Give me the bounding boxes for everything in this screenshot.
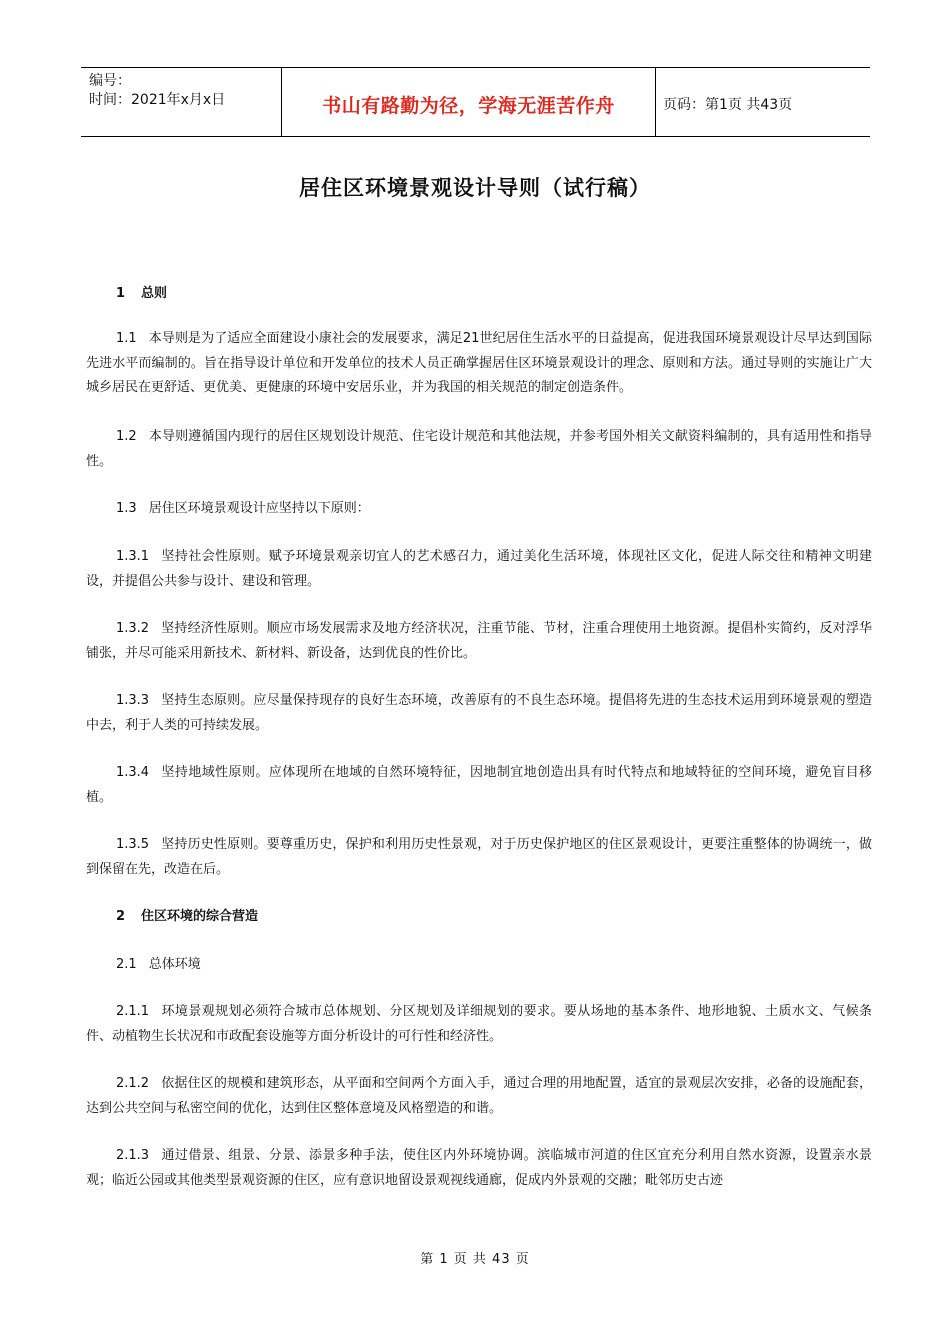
section-paragraph (86, 1072, 872, 1121)
section-number: 1.3.5 (116, 837, 150, 852)
section-paragraph (86, 833, 872, 882)
section-heading (86, 905, 872, 930)
section-number: 2.1 (116, 957, 137, 972)
section-number: 2.1.3 (116, 1148, 150, 1163)
section-number: 1 (116, 286, 126, 301)
section-paragraph (86, 1144, 872, 1193)
section-text: 住区环境的综合营造 (141, 909, 259, 924)
section-paragraph (86, 689, 872, 738)
section-text: 坚持地域性原则。应体现所在地域的自然环境特征，因地制宜地创造出具有时代特点和地域特征的空间环境，避免盲目移植。 (86, 765, 872, 805)
section-text: 本导则遵循国内现行的居住区规划设计规范、住宅设计规范和其他法规，并参考国外相关文献资料编制的，具有适用性和指导性。 (86, 429, 872, 469)
section-text: 通过借景、组景、分景、添景多种手法，使住区内外环境协调。滨临城市河道的住区宜充分利用自然水资源，设置亲水景观；临近公园或其他类型景观资源的住区，应有意识地留设景观视线通廊，促成内外景观的交融；毗邻历史古迹 (86, 1148, 872, 1188)
section-paragraph (86, 1000, 872, 1049)
header-meta-cell (81, 68, 282, 136)
section-number: 2.1.1 (116, 1004, 150, 1019)
section-number: 2 (116, 909, 126, 924)
section-paragraph (86, 425, 872, 474)
section-text: 本导则是为了适应全面建设小康社会的发展要求，满足21世纪居住生活水平的日益提高，促进我国环境景观设计尽早达到国际先进水平而编制的。旨在指导设计单位和开发单位的技术人员正确掌握居住区环境景观设计的理念、原则和方法。通过导则的实施让广大城乡居民在更舒适、更优美、更健康的环境中安居乐业，并为我国的相关规范的制定创造条件。 (86, 331, 872, 395)
header-page-info: 页码：第1页 共43页 (663, 97, 793, 113)
header-motto-cell (282, 68, 656, 136)
section-text: 坚持生态原则。应尽量保持现存的良好生态环境，改善原有的不良生态环境。提倡将先进的生态技术运用到环境景观的塑造中去，利于人类的可持续发展。 (86, 693, 872, 733)
section-number: 1.1 (116, 331, 137, 346)
header-motto: 书山有路勤为径，学海无涯苦作舟 (322, 94, 615, 117)
section-paragraph (86, 545, 872, 594)
section-paragraph (86, 761, 872, 810)
section-paragraph (86, 327, 872, 401)
document-title: 居住区环境景观设计导则（试行稿） (299, 176, 651, 200)
section-text: 依据住区的规模和建筑形态，从平面和空间两个方面入手，通过合理的用地配置，适宜的景观层次安排，必备的设施配套，达到公共空间与私密空间的优化，达到住区整体意境及风格塑造的和谐。 (86, 1076, 872, 1116)
header-page-cell (656, 68, 870, 136)
section-paragraph (86, 953, 872, 978)
document-number-label: 编号： (89, 73, 131, 89)
section-text: 环境景观规划必须符合城市总体规划、分区规划及详细规划的要求。要从场地的基本条件、地形地貌、土质水文、气候条件、动植物生长状况和市政配套设施等方面分析设计的可行性和经济性。 (86, 1004, 872, 1044)
section-number: 2.1.2 (116, 1076, 150, 1091)
section-text: 坚持经济性原则。顺应市场发展需求及地方经济状况，注重节能、节材，注重合理使用土地资源。提倡朴实简约，反对浮华铺张，并尽可能采用新技术、新材料、新设备，达到优良的性价比。 (86, 621, 872, 661)
section-number: 1.2 (116, 429, 137, 444)
document-date-label: 时间：2021年x月x日 (89, 92, 226, 108)
section-heading (86, 282, 872, 307)
document-header (81, 67, 870, 137)
section-text: 总则 (141, 286, 168, 301)
section-paragraph (86, 497, 872, 522)
section-number: 1.3.2 (116, 621, 150, 636)
section-number: 1.3.4 (116, 765, 150, 780)
section-number: 1.3.3 (116, 693, 150, 708)
section-text: 坚持历史性原则。要尊重历史，保护和利用历史性景观，对于历史保护地区的住区景观设计，更要注重整体的协调统一，做到保留在先，改造在后。 (86, 837, 872, 877)
page-footer: 第 1 页 共 43 页 (420, 1252, 530, 1267)
section-text: 坚持社会性原则。赋予环境景观亲切宜人的艺术感召力，通过美化生活环境，体现社区文化，促进人际交往和精神文明建设，并提倡公共参与设计、建设和管理。 (86, 549, 872, 589)
section-paragraph (86, 617, 872, 666)
section-text: 居住区环境景观设计应坚持以下原则： (148, 501, 370, 516)
section-number: 1.3.1 (116, 549, 150, 564)
section-text: 总体环境 (148, 957, 201, 972)
section-number: 1.3 (116, 501, 137, 516)
